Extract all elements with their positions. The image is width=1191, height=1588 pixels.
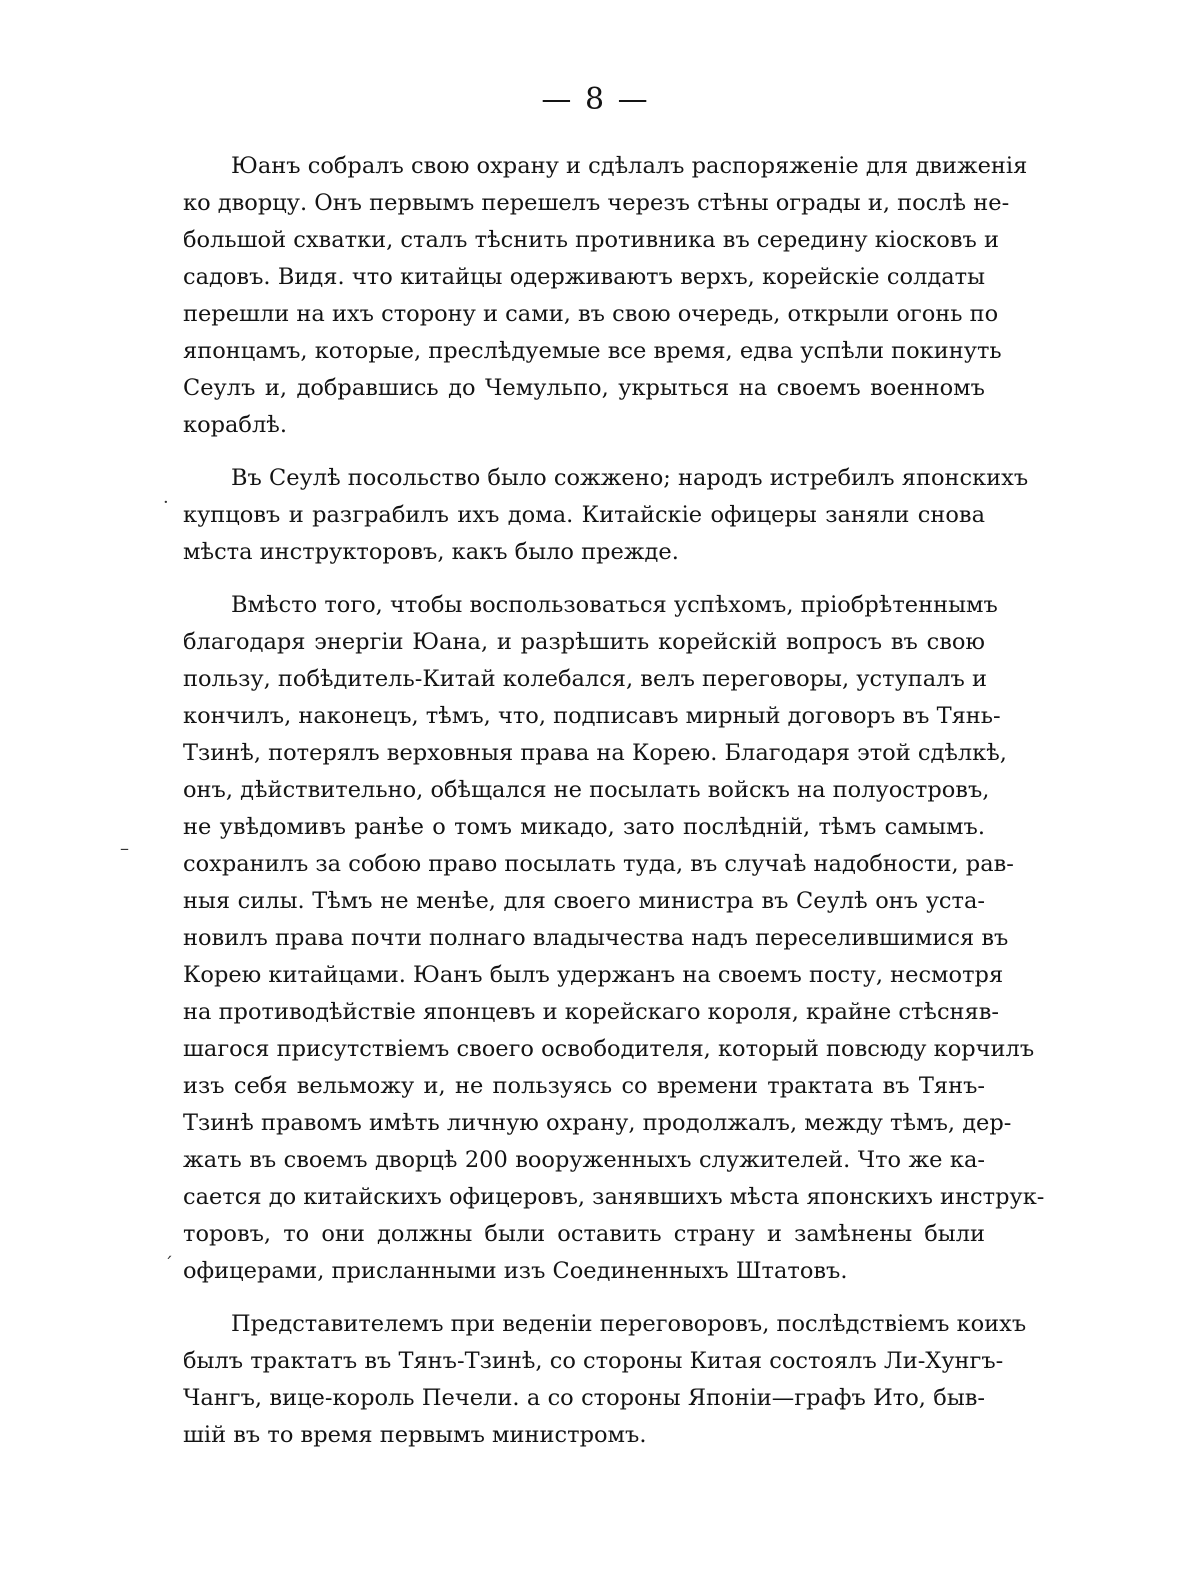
text-line: сается до китайскихъ офицеровъ, занявшихъ мѣста японскихъ инструк-: [183, 1184, 1045, 1210]
paragraph-gap: [183, 444, 985, 460]
text-line: Тзинѣ, потерялъ верховныя права на Корею. Благодаря этой сдѣлкѣ,: [183, 740, 1007, 766]
margin-mark: ˊ: [164, 1254, 173, 1275]
text-line: пользу, побѣдитель-Китай колебался, велъ переговоры, уступалъ и: [183, 666, 987, 692]
page-number: — 8 —: [541, 82, 650, 117]
paragraph: [183, 587, 1045, 1290]
text-line: кончилъ, наконецъ, тѣмъ, что, подписавъ мирный договоръ въ Тянь-: [183, 703, 1001, 729]
text-line: японцамъ, которые, преслѣдуемые все время, едва успѣли покинуть: [183, 338, 1002, 364]
text-line: не увѣдомивъ ранѣе о томъ микадо, зато послѣдній, тѣмъ самымъ.: [183, 814, 985, 840]
text-line: большой схватки, сталъ тѣснить противника въ середину кіосковъ и: [183, 227, 999, 253]
text-line: Вмѣсто того, чтобы воспользоваться успѣхомъ, пріобрѣтеннымъ: [231, 592, 998, 618]
text-line: торовъ, то они должны были оставить страну и замѣнены были: [183, 1221, 985, 1247]
text-line: изъ себя вельможу и, не пользуясь со времени трактата въ Тянъ-: [183, 1073, 985, 1099]
text-line: Представителемъ при веденіи переговоровъ, послѣдствіемъ коихъ: [231, 1311, 1027, 1337]
body-text: [183, 148, 1045, 1454]
margin-mark: ·: [163, 492, 169, 513]
text-line: ныя силы. Тѣмъ не менѣе, для своего министра въ Сеулѣ онъ уста-: [183, 888, 985, 914]
text-line: онъ, дѣйствительно, обѣщался не посылать войскъ на полуостровъ,: [183, 777, 990, 803]
text-line: ко дворцу. Онъ первымъ перешелъ черезъ стѣны ограды и, послѣ не-: [183, 190, 1010, 216]
text-line: сохранилъ за собою право посылать туда, въ случаѣ надобности, рав-: [183, 851, 1014, 877]
text-line: мѣста инструкторовъ, какъ было прежде.: [183, 539, 679, 565]
text-line: Корею китайцами. Юанъ былъ удержанъ на своемъ посту, несмотря: [183, 962, 1004, 988]
text-line: Юанъ собралъ свою охрану и сдѣлалъ распоряженіе для движенія: [231, 153, 1028, 179]
margin-mark: –: [120, 838, 129, 859]
text-line: Чангъ, вице-король Печели. а со стороны Японіи—графъ Ито, быв-: [183, 1385, 985, 1411]
text-line: садовъ. Видя. что китайцы одерживаютъ верхъ, корейскіе солдаты: [183, 264, 985, 290]
paragraph: [183, 460, 1029, 571]
text-line: перешли на ихъ сторону и сами, въ свою очередь, открыли огонь по: [183, 301, 999, 327]
paragraph-gap: [183, 571, 985, 587]
text-line: Въ Сеулѣ посольство было сожжено; народъ истребилъ японскихъ: [231, 465, 1029, 491]
paragraph: [183, 148, 1028, 444]
text-line: новилъ права почти полнаго владычества надъ переселившимися въ: [183, 925, 1009, 951]
text-line: Тзинѣ правомъ имѣть личную охрану, продолжалъ, между тѣмъ, дер-: [183, 1110, 1012, 1136]
text-line: купцовъ и разграбилъ ихъ дома. Китайскіе офицеры заняли снова: [183, 502, 985, 528]
text-line: шагося присутствіемъ своего освободителя, который повсюду корчилъ: [183, 1036, 1035, 1062]
text-line: былъ трактатъ въ Тянъ-Тзинѣ, со стороны Китая состоялъ Ли-Хунгъ-: [183, 1348, 1004, 1374]
text-line: кораблѣ.: [183, 412, 287, 438]
paragraph-gap: [183, 1290, 985, 1306]
text-line: офицерами, присланными изъ Соединенныхъ Штатовъ.: [183, 1258, 848, 1284]
text-line: шій въ то время первымъ министромъ.: [183, 1422, 647, 1448]
text-line: жать въ своемъ дворцѣ 200 вооруженныхъ служителей. Что же ка-: [183, 1147, 985, 1173]
text-line: Сеулъ и, добравшись до Чемульпо, укрыться на своемъ военномъ: [183, 375, 985, 401]
paragraph: [183, 1306, 1027, 1454]
text-line: на противодѣйствіе японцевъ и корейскаго короля, крайне стѣсняв-: [183, 999, 1000, 1025]
text-line: благодаря энергіи Юана, и разрѣшить корейскій вопросъ въ свою: [183, 629, 985, 655]
